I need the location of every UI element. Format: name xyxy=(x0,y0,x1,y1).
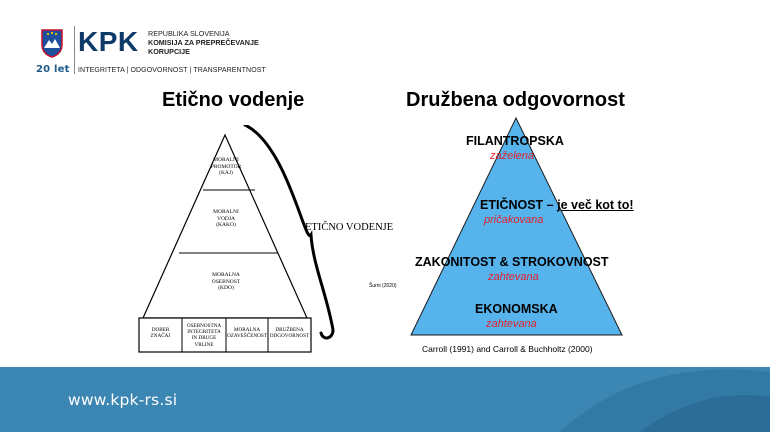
level-philanthropic-label: FILANTROPSKA xyxy=(466,134,564,148)
website-link[interactable]: www.kpk-rs.si xyxy=(68,391,178,409)
level-ethical-extra: je več kot to! xyxy=(557,198,634,212)
pyramid-bottom-label: MORALNA OSEBNOST (KDO) xyxy=(211,272,241,291)
pyramid-middle-label: MORALNI VODJA (KAKO) xyxy=(213,209,239,228)
level-ethical-sub: pričakovana xyxy=(484,214,544,226)
slovenian-crest-icon xyxy=(40,28,64,58)
level-legal-label: ZAKONITOST & STROKOVNOST xyxy=(415,255,609,269)
brace-label: ETIČNO VODENJE xyxy=(305,222,394,233)
footer-band xyxy=(0,367,770,432)
right-title: Družbena odgovornost xyxy=(406,89,625,111)
left-source: Šurni (2020) xyxy=(369,283,397,289)
kpk-logo xyxy=(36,22,266,80)
logo-line-3: KORUPCIJE xyxy=(148,47,190,56)
level-philanthropic-sub: zaželena xyxy=(490,150,535,162)
ethical-leadership-pyramid xyxy=(137,125,397,357)
box-character: DOBER ZNAČAJ xyxy=(150,327,171,340)
anniversary-label: 20 let xyxy=(36,64,70,75)
left-title: Etično vodenje xyxy=(162,89,305,111)
logo-line-2: KOMISIJA ZA PREPREČEVANJE xyxy=(148,38,259,47)
logo-divider xyxy=(74,26,75,74)
left-pyramid-drawing xyxy=(137,125,397,357)
box-social-responsibility: DRUŽBENA ODGOVORNOST xyxy=(269,327,310,340)
level-economic-label: EKONOMSKA xyxy=(475,302,558,316)
level-economic-sub: zahtevana xyxy=(486,318,537,330)
box-integrity: OSEBNOSTNA INTEGRITETA IN DRUGE VRLINE xyxy=(186,323,222,348)
logo-institution-name xyxy=(148,29,259,56)
right-source: Carroll (1991) and Carroll & Buchholtz (2000) xyxy=(422,344,593,354)
level-legal-sub: zahtevana xyxy=(488,271,539,283)
pyramid-top-label: MORALNI PROMOTOR (KAJ) xyxy=(210,157,242,176)
level-ethical-label: ETIČNOST – je več kot to! xyxy=(480,198,634,212)
logo-acronym: KPK xyxy=(78,26,139,57)
csr-pyramid xyxy=(408,116,648,338)
logo-line-1: REPUBLIKA SLOVENIJA xyxy=(148,29,230,38)
box-moral-awareness: MORALNA OZAVEŠČENOST xyxy=(227,327,267,340)
logo-tagline: INTEGRITETA | ODGOVORNOST | TRANSPARENTNOST xyxy=(78,67,266,74)
